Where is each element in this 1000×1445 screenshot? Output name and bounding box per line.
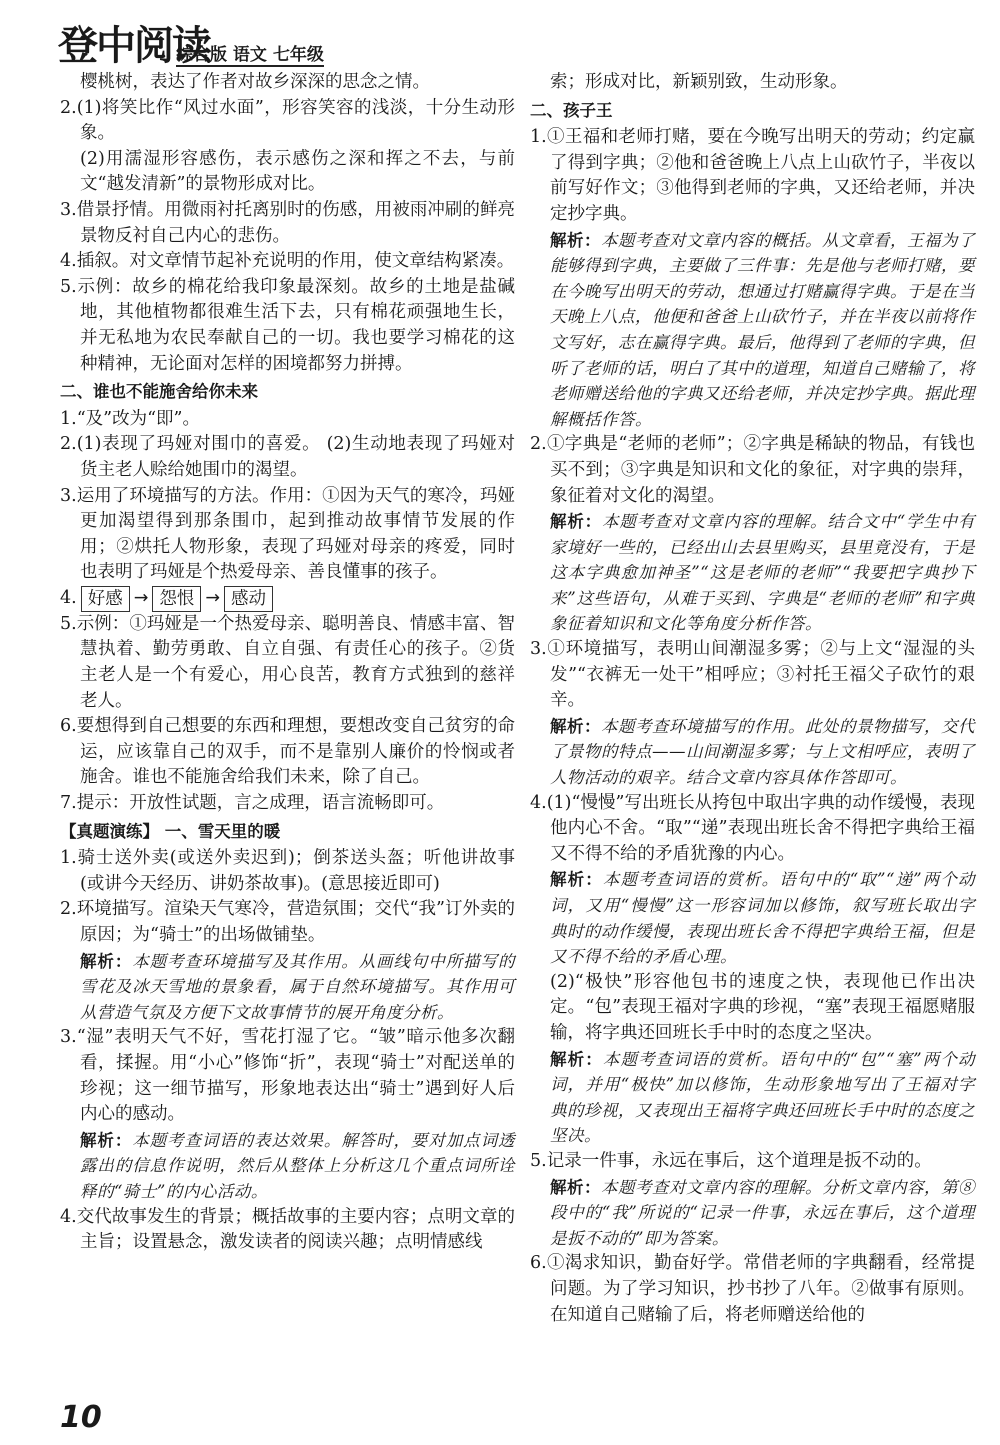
analysis-label: 解析： <box>550 1177 601 1197</box>
analysis-label: 解析： <box>550 230 601 250</box>
analysis-paragraph <box>60 949 515 1026</box>
analysis-paragraph <box>530 228 975 433</box>
answer-paragraph: (2)“极快”形容他包书的速度之快，表现他已作出决定。“包”表现王福对字典的珍视，“塞”表现王福愿赌服输，将字典还回班长手中时的态度之坚决。 <box>550 971 975 1043</box>
answer-number: 4. <box>60 588 77 609</box>
right-column <box>530 70 975 1328</box>
analysis-paragraph <box>530 509 975 637</box>
analysis-text: 本题考查词语的表达效果。解答时，要对加点词透露出的信息作说明，然后从整体上分析这几个重点词所诠释的“骑士”的内心活动。 <box>80 1130 516 1201</box>
answer-paragraph: 3.借景抒情。用微雨衬托离别时的伤感，用被雨冲刷的鲜亮景物反衬自己内心的悲伤。 <box>60 199 515 246</box>
answer-boxes <box>60 586 515 612</box>
answer-paragraph: 1.骑士送外卖(或送外卖迟到)；倒茶送头盔；听他讲故事(或讲今天经历、讲奶茶故事)。(意思接近即可) <box>60 848 515 894</box>
answer-paragraph: 6.①渴求知识，勤奋好学。常借老师的字典翻看，经常提问题。为了学习知识，抄书抄了八年。②做事有原则。在知道自己赌输了后，将老师赠送给他的 <box>530 1253 975 1325</box>
answer-paragraph: 2.(1)将笑比作“风过水面”，形容笑容的浅淡，十分生动形象。 <box>60 97 515 144</box>
section-heading: 【真题演练】 一、雪天里的暖 <box>60 821 281 841</box>
answer-paragraph: 4.插叙。对文章情节起补充说明的作用，使文章结构紧凑。 <box>60 251 515 272</box>
answer-paragraph: 3.“湿”表明天气不好，雪花打湿了它。“皱”暗示他多次翻看，揉握。用“小心”修饰“折”，表现“骑士”对配送单的珍视；这一细节描写，形象地表达出“骑士”遇到好人后内心的感动。 <box>60 1027 515 1125</box>
analysis-label: 解析： <box>550 512 603 532</box>
answer-paragraph: 1.①王福和老师打赌，要在今晚写出明天的劳动；约定赢了得到字典；②他和爸爸晚上八点上山砍竹子，半夜以前写好作文；③他得到老师的字典，又还给老师，并决定抄字典。 <box>530 127 975 224</box>
answer-paragraph: 2.①字典是“老师的老师”；②字典是稀缺的物品，有钱也买不到；③字典是知识和文化的象征，对字典的崇拜，象征着对文化的渴望。 <box>530 434 975 506</box>
analysis-paragraph <box>530 1175 975 1252</box>
book-series-label: 综合版 语文 七年级 <box>176 40 324 67</box>
analysis-paragraph <box>60 1128 515 1205</box>
arrow-icon: → <box>205 588 221 609</box>
analysis-text: 本题考查环境描写的作用。此处的景物描写，交代了景物的特点——山间潮湿多雾；与上文相呼应，表明了人物活动的艰辛。结合文章内容具体作答即可。 <box>550 716 975 788</box>
section-heading: 二、孩子王 <box>530 100 613 120</box>
answer-box: 好感 <box>81 586 130 612</box>
analysis-label: 解析： <box>550 716 601 736</box>
answer-paragraph: 索；形成对比，新颖别致，生动形象。 <box>550 72 848 92</box>
analysis-paragraph <box>530 867 975 969</box>
page-header <box>58 10 348 69</box>
answer-paragraph: 1.“及”改为“即”。 <box>60 408 200 429</box>
answer-box: 感动 <box>224 586 273 612</box>
analysis-text: 本题考查对文章内容的概括。从文章看，王福为了能够得到字典，主要做了三件事：先是他与老师打赌，要在今晚写出明天的劳动，想通过打赌赢得字典。于是在当天晚上八点，他便和爸爸上山砍竹子，并在半夜以前将作文写好，志在赢得字典。最后，他得到了老师的字典，但听了老师的话，明白了其中的道理，知道自己赌输了，将老师赠送给他的字典又还给老师，并决定抄字典。据此理解概括作答。 <box>550 230 975 429</box>
arrow-icon: → <box>133 588 149 609</box>
page-number: 10 <box>60 1400 102 1435</box>
section-heading: 二、谁也不能施舍给你未来 <box>60 382 258 402</box>
answer-paragraph: 5.记录一件事，永远在事后，这个道理是扳不动的。 <box>530 1150 932 1171</box>
answer-paragraph: (2)用濡湿形容感伤，表示感伤之深和挥之不去，与前文“越发清新”的景物形成对比。 <box>80 148 515 195</box>
book-logo: 登中阅读 <box>58 22 210 69</box>
analysis-paragraph <box>530 1047 975 1149</box>
analysis-text: 本题考查词语的赏析。语句中的“包”“塞”两个动词，并用“极快”加以修饰，生动形象地写出了王福对字典的珍视，又表现出王福将字典还回班长手中时的态度之坚决。 <box>550 1049 975 1146</box>
analysis-label: 解析： <box>80 1130 133 1150</box>
answer-paragraph: 5.示例：故乡的棉花给我印象最深刻。故乡的土地是盐碱地，其他植物都很难生活下去，只有棉花顽强地生长，并无私地为农民奉献自己的一切。我也要学习棉花的这种精神，无论面对怎样的困境都努力拼搏。 <box>60 276 515 374</box>
answer-box: 怨恨 <box>152 586 201 612</box>
answer-paragraph: 4.(1)“慢慢”写出班长从挎包中取出字典的动作缓慢，表现他内心不舍。“取”“递”表现出班长舍不得把字典给王福又不得不给的矛盾犹豫的内心。 <box>530 792 975 864</box>
analysis-text: 本题考查对文章内容的理解。结合文中“学生中有家境好一些的，已经出山去县里购买，县里竟没有，于是这本字典愈加神圣”“这是老师的老师”“我要把字典抄下来”这些语句，从难于买到、字典是“老师的老师”和字典象征着知识和文化等角度分析作答。 <box>550 512 976 634</box>
analysis-paragraph <box>530 714 975 791</box>
answer-paragraph: 3.运用了环境描写的方法。作用：①因为天气的寒冷，玛娅更加渴望得到那条围巾，起到推动故事情节发展的作用；②烘托人物形象，表现了玛娅对母亲的疼爱，同时也表明了玛娅是个热爱母亲、善良懂事的孩子。 <box>60 485 515 583</box>
answer-paragraph: 3.①环境描写，表明山间潮湿多雾；②与上文“湿湿的头发”“衣裤无一处干”相呼应；③衬托王福父子砍竹的艰辛。 <box>530 639 975 711</box>
analysis-label: 解析： <box>80 951 133 971</box>
analysis-text: 本题考查词语的赏析。语句中的“取”“递”两个动词，又用“慢慢”这一形容词加以修饰，叙写班长取出字典时的动作缓慢，表现出班长舍不得把字典给王福，但是又不得不给的矛盾心理。 <box>550 870 975 967</box>
answer-paragraph: 5.示例：①玛娅是一个热爱母亲、聪明善良、情感丰富、智慧执着、勤劳勇敢、自立自强、有责任心的孩子。②货主老人是一个有爱心，用心良苦，教育方式独到的慈祥老人。 <box>60 613 515 711</box>
answer-paragraph: 6.要想得到自己想要的东西和理想，要想改变自己贫穷的命运，应该靠自己的双手，而不是靠别人廉价的怜悯或者施舍。谁也不能施舍给我们未来，除了自己。 <box>60 716 515 788</box>
answer-paragraph: 7.提示：开放性试题，言之成理，语言流畅即可。 <box>60 793 445 814</box>
answer-paragraph: 4.交代故事发生的背景；概括故事的主要内容；点明文章的主旨；设置悬念，激发读者的阅读兴趣；点明情感线 <box>60 1206 515 1253</box>
answer-paragraph: 2.(1)表现了玛娅对围巾的喜爱。 (2)生动地表现了玛娅对货主老人赊给她围巾的渴望。 <box>60 434 515 480</box>
analysis-label: 解析： <box>550 870 603 890</box>
analysis-label: 解析： <box>550 1049 603 1069</box>
answer-paragraph: 樱桃树，表达了作者对故乡深深的思念之情。 <box>80 72 430 92</box>
analysis-text: 本题考查对文章内容的理解。分析文章内容，第⑧段中的“我”所说的“记录一件事，永远在事后，这个道理是扳不动的”即为答案。 <box>550 1177 975 1248</box>
answer-paragraph: 2.环境描写。渲染天气寒冷，营造氛围；交代“我”订外卖的原因；为“骑士”的出场做铺垫。 <box>60 899 515 945</box>
left-column <box>60 70 515 1256</box>
analysis-text: 本题考查环境描写及其作用。从画线句中所描写的雪花及冰天雪地的景象看，属于自然环境描写。其作用可从营造气氛及方便下文故事情节的展开角度分析。 <box>80 951 516 1022</box>
